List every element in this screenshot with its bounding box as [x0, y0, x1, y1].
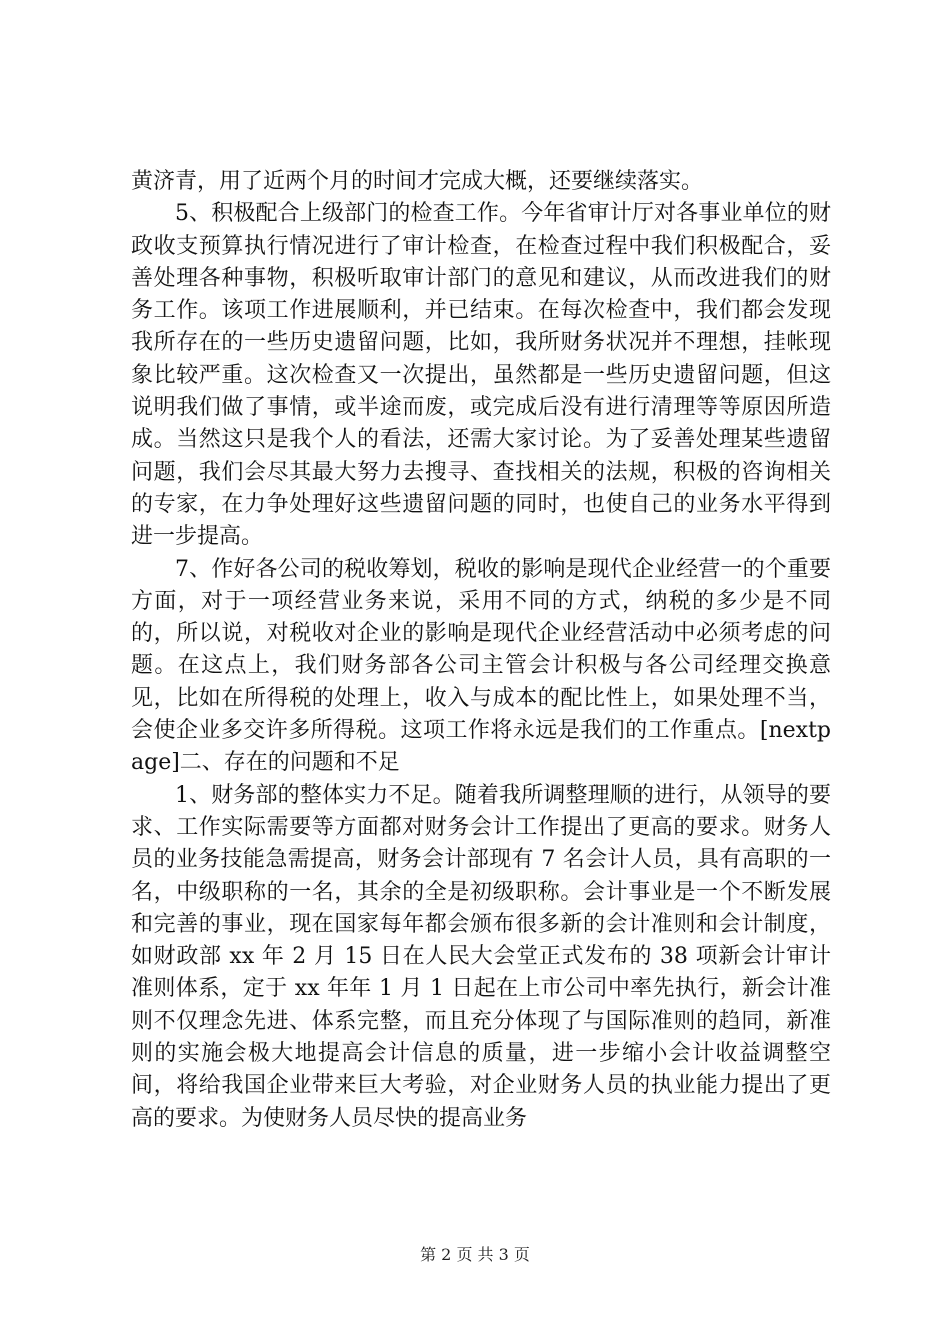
paragraph-item-5: 5、积极配合上级部门的检查工作。今年省审计厅对各事业单位的财政收支预算执行情况进行了审计检查，在检查过程中我们积极配合，妥善处理各种事物，积极听取审计部门的意见和建议，从而改进我们的财务工作。该项工作进展顺利，并已结束。在每次检查中，我们都会发现我所存在的一些历史遗留问题，比如，我所财务状况并不理想，挂帐现象比较严重。这次检查又一次提出，虽然都是一些历史遗留问题，但这说明我们做了事情，或半途而废，或完成后没有进行清理等等原因所造成。当然这只是我个人的看法，还需大家讨论。为了妥善处理某些遗留问题，我们会尽其最大努力去搜寻、查找相关的法规，积极的咨询相关的专家，在力争处理好这些遗留问题的同时，也使自己的业务水平得到进一步提高。 — [131, 201, 831, 550]
paragraph-problem-1: 1、财务部的整体实力不足。随着我所调整理顺的进行，从领导的要求、工作实际需要等方面都对财务会计工作提出了更高的要求。财务人员的业务技能急需提高，财务会计部现有 7 名会计人员，具有高职的一名，中级职称的一名，其余的全是初级职称。会计事业是一个不断发展和完善的事业，现在国家每年都会颁布很多新的会计准则和会计制度，如财政部 xx 年 2 月 15 日在人民大会堂正式发布的 38 项新会计审计准则体系，定于 xx 年年 1 月 1 日起在上市公司中率先执行，新会计准则不仅理念先进、体系完整，而且充分体现了与国际准则的趋同，新准则的实施会极大地提高会计信息的质量，进一步缩小会计收益调整空间，将给我国企业带来巨大考验，对企业财务人员的执业能力提出了更高的要求。为使财务人员尽快的提高业务 — [131, 782, 831, 1131]
page-number-footer: 第 2 页 共 3 页 — [420, 1245, 530, 1264]
paragraph-item-7: 7、作好各公司的税收筹划，税收的影响是现代企业经营一的个重要方面，对于一项经营业务来说，采用不同的方式，纳税的多少是不同的，所以说，对税收对企业的影响是现代企业经营活动中必须考虑的问题。在这点上，我们财务部各公司主管会计积极与各公司经理交换意见，比如在所得税的处理上，收入与成本的配比性上，如果处理不当，会使企业多交许多所得税。这项工作将永远是我们的工作重点。[nextpage]二、存在的问题和不足 — [131, 556, 831, 776]
paragraph-continuation: 黄济青，用了近两个月的时间才完成大概，还要继续落实。 — [131, 169, 704, 194]
document-body — [131, 166, 831, 1135]
